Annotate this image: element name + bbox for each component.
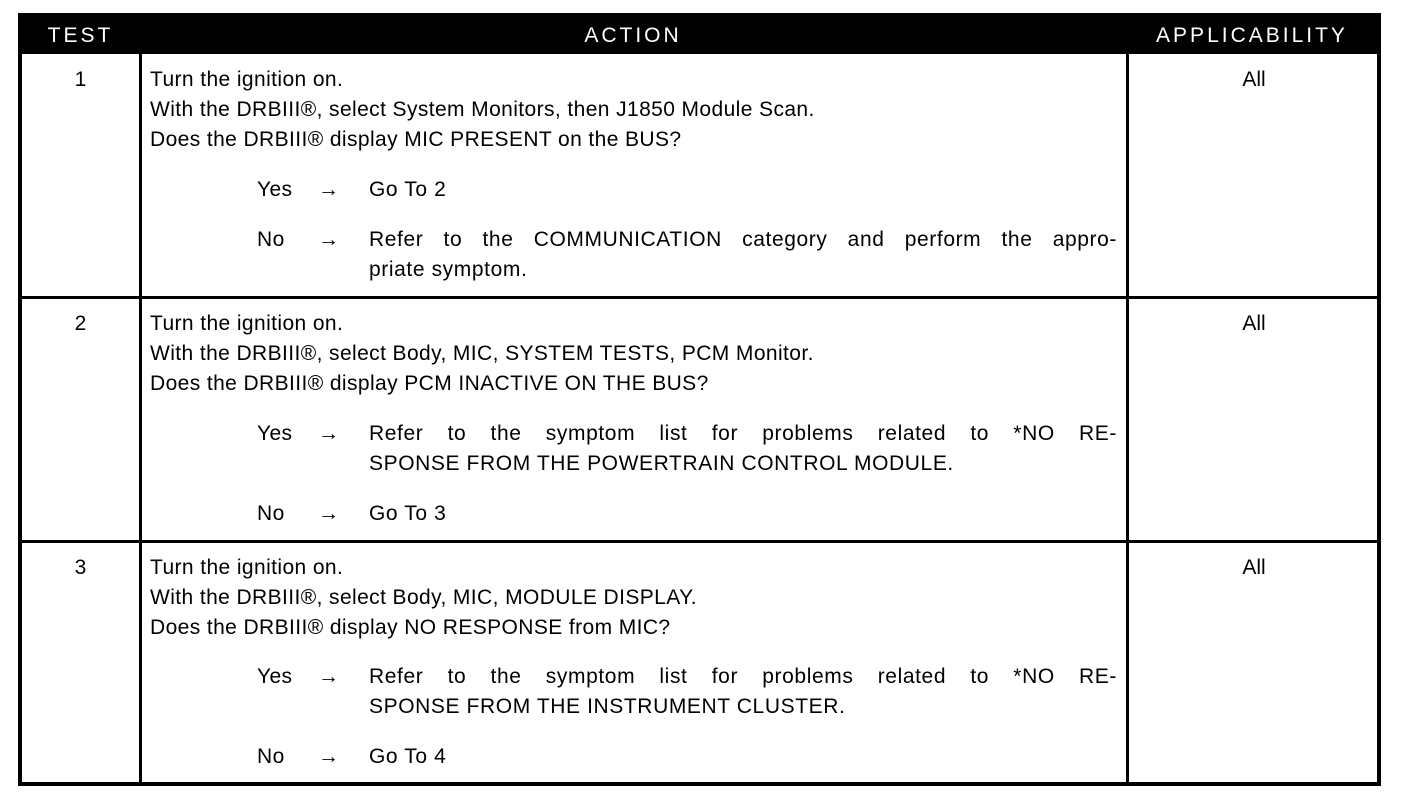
yes-text: SPONSE FROM THE INSTRUMENT CLUSTER.	[369, 695, 846, 718]
applicability-value: All	[1242, 68, 1266, 91]
table-header	[22, 17, 1377, 54]
no-text: Refer to the COMMUNICATION category and perform the appro-	[369, 228, 1117, 251]
arrow-icon: →	[318, 178, 340, 201]
no-label: No	[257, 502, 285, 525]
yes-text: Go To 2	[369, 178, 447, 201]
table-row	[22, 54, 1377, 298]
action-line: Turn the ignition on.	[150, 312, 344, 335]
action-line: Turn the ignition on.	[150, 556, 344, 579]
action-line: Does the DRBIII® display PCM INACTIVE ON THE BUS?	[150, 372, 709, 395]
arrow-icon: →	[318, 422, 340, 445]
action-line: Does the DRBIII® display MIC PRESENT on the BUS?	[150, 128, 682, 151]
no-text: priate symptom.	[369, 258, 528, 281]
yes-label: Yes	[257, 665, 293, 688]
yes-label: Yes	[257, 422, 293, 445]
applicability-value: All	[1242, 556, 1266, 579]
header-action: ACTION	[584, 24, 682, 47]
action-line: With the DRBIII®, select System Monitors, then J1850 Module Scan.	[150, 98, 815, 121]
arrow-icon: →	[318, 665, 340, 688]
header-test: TEST	[47, 24, 114, 47]
yes-text: SPONSE FROM THE POWERTRAIN CONTROL MODULE.	[369, 452, 954, 475]
no-label: No	[257, 228, 285, 251]
yes-label: Yes	[257, 178, 293, 201]
yes-text: Refer to the symptom list for problems related to *NO RE-	[369, 665, 1117, 688]
no-text: Go To 4	[369, 745, 447, 768]
applicability-value: All	[1242, 312, 1266, 335]
yes-text: Refer to the symptom list for problems related to *NO RE-	[369, 422, 1117, 445]
no-text: Go To 3	[369, 502, 447, 525]
header-applicability: APPLICABILITY	[1156, 24, 1348, 47]
action-line: Does the DRBIII® display NO RESPONSE from MIC?	[150, 616, 671, 639]
test-number: 2	[74, 312, 87, 335]
table-row	[22, 298, 1377, 542]
table-row	[22, 542, 1377, 786]
no-label: No	[257, 745, 285, 768]
test-number: 3	[74, 556, 87, 579]
diagnostic-test-table	[18, 13, 1381, 786]
action-line: With the DRBIII®, select Body, MIC, SYSTEM TESTS, PCM Monitor.	[150, 342, 814, 365]
action-line: With the DRBIII®, select Body, MIC, MODULE DISPLAY.	[150, 586, 698, 609]
arrow-icon: →	[318, 502, 340, 525]
arrow-icon: →	[318, 745, 340, 768]
action-line: Turn the ignition on.	[150, 68, 344, 91]
arrow-icon: →	[318, 228, 340, 251]
test-number: 1	[74, 68, 87, 91]
